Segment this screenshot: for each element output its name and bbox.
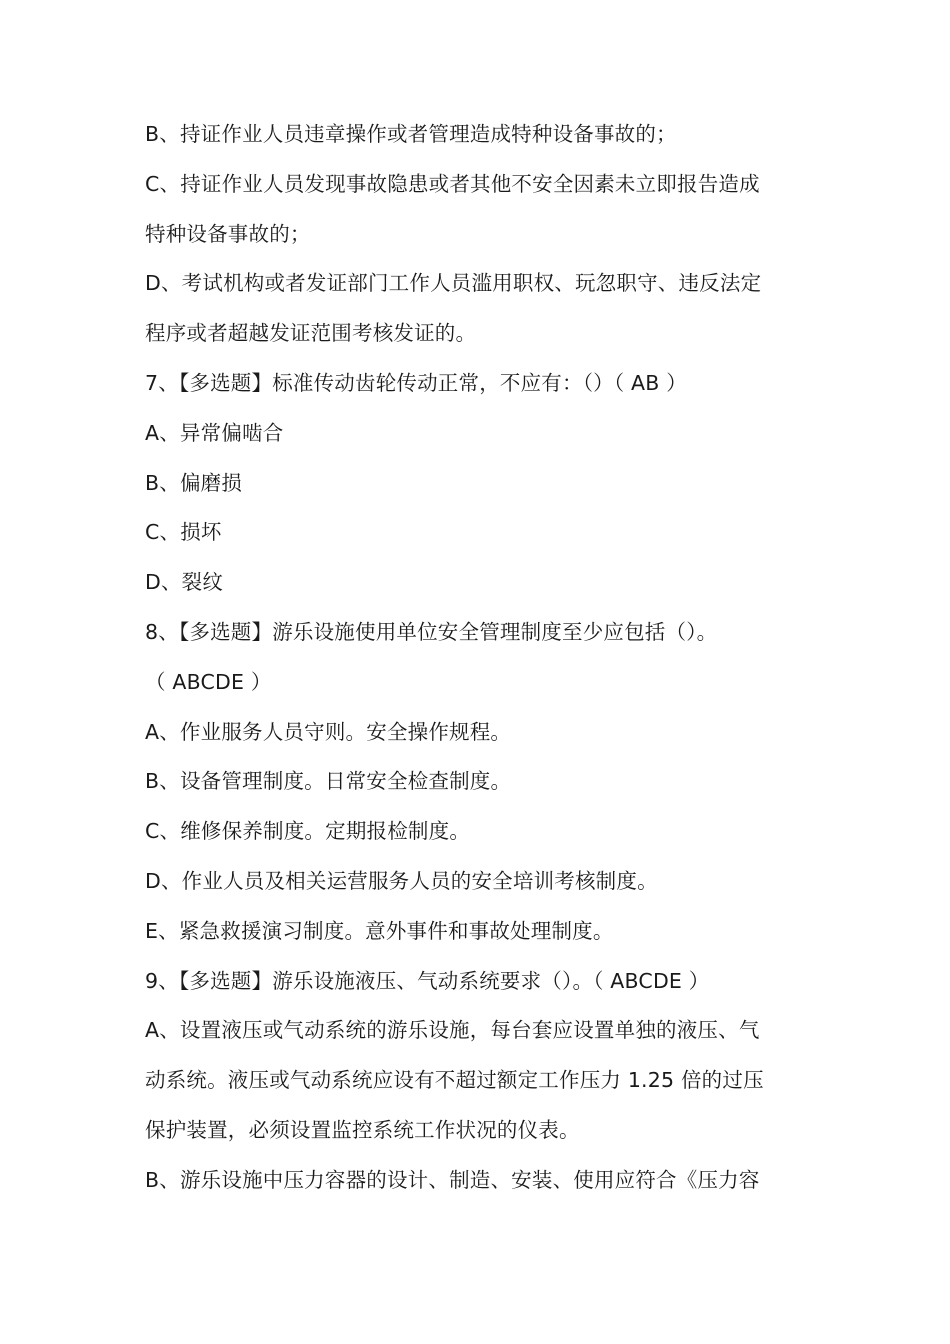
question-7-text: 7、【多选题】标准传动齿轮传动正常，不应有：（）（ AB ） [145, 370, 687, 395]
option-b-line: B、持证作业人员违章操作或者管理造成特种设备事故的； [145, 122, 677, 146]
q7-option-c: C、损坏 [145, 520, 222, 545]
q9-option-a-continuation-2: 保护装置，必须设置监控系统工作状况的仪表。 [145, 1117, 580, 1142]
q7-option-b: B、偏磨损 [145, 470, 243, 495]
q8-option-d: D、作业人员及相关运营服务人员的安全培训考核制度。 [145, 868, 658, 893]
q9-option-a-continuation-1: 动系统。液压或气动系统应设有不超过额定工作压力 1.25 倍的过压 [145, 1068, 764, 1093]
q7-option-d: D、裂纹 [145, 570, 224, 595]
document-body [145, 110, 810, 1206]
q9-option-b: B、游乐设施中压力容器的设计、制造、安装、使用应符合《压力容 [145, 1167, 760, 1192]
question-8-text: 8、【多选题】游乐设施使用单位安全管理制度至少应包括（）。 [145, 619, 718, 644]
q7-option-a: A、异常偏啮合 [145, 420, 284, 445]
q9-option-a: A、设置液压或气动系统的游乐设施，每台套应设置单独的液压、气 [145, 1018, 760, 1043]
option-d-line: D、考试机构或者发证部门工作人员滥用职权、玩忽职守、违反法定 [145, 271, 762, 296]
question-8-answer: （ ABCDE ） [145, 669, 272, 694]
q8-option-e: E、紧急救援演习制度。意外事件和事故处理制度。 [145, 918, 614, 943]
q8-option-c: C、维修保养制度。定期报检制度。 [145, 819, 471, 844]
option-d-continuation: 程序或者超越发证范围考核发证的。 [145, 321, 477, 346]
question-9-text: 9、【多选题】游乐设施液压、气动系统要求（）。（ ABCDE ） [145, 968, 710, 993]
option-c-line: C、持证作业人员发现事故隐患或者其他不安全因素未立即报告造成 [145, 171, 760, 196]
q8-option-a: A、作业服务人员守则。安全操作规程。 [145, 719, 512, 744]
q8-option-b: B、设备管理制度。日常安全检查制度。 [145, 769, 512, 794]
option-c-continuation: 特种设备事故的； [145, 221, 311, 246]
